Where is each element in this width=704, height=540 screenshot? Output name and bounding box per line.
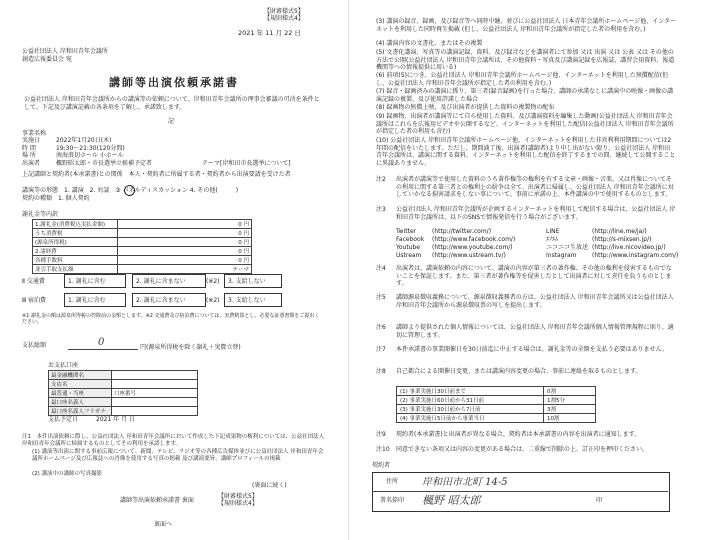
lodging-label: Ⅲ 宿泊費 bbox=[22, 297, 47, 304]
sns-name: Instagram bbox=[546, 252, 577, 259]
contract-line: 契約の種類 1. 個人契約 bbox=[22, 195, 90, 202]
contract-heading: 契約者 bbox=[372, 462, 391, 469]
event-value-performer: 楓野昭太郎・市長選挙立候補予定者 bbox=[56, 159, 153, 167]
cancel-value: 10割 bbox=[544, 414, 596, 423]
item-10: (10) 公益社団法人 岸和田青年会議所ホームページ他、インターネットを利用した非営利利用期間については2年間の配信をいたします。ただし、期間満了後、出演者(講師者)より申し出がない限り、公益社団法人 岸和田青年会議所は、講演に関する資料、インターネットを利用した配信を終了するまでの間、継続して公開することに異議ありません。 bbox=[376, 137, 676, 167]
note8-label: 注8 bbox=[376, 368, 386, 375]
table-row bbox=[33, 220, 252, 229]
item-6: (6) 前項(5)につき、公益社団法人 岸和田青年会議所ホームページ他、インターネットを利用した無償配信(但し、公益社団法人 岸和田青年会議所が指定した者の利用を含む。) bbox=[376, 72, 669, 87]
sns-name: LINE bbox=[546, 228, 560, 235]
table-row bbox=[397, 414, 596, 423]
fee-label: 各種手数料 bbox=[33, 256, 118, 265]
fee-value: 0 円 bbox=[118, 238, 252, 247]
signature-handwritten: 楓野 昭太郎 bbox=[422, 494, 481, 507]
fee-table bbox=[32, 219, 252, 274]
item-5: (5) 文書化講演、写真等の講演記録、資料、及び録音などを講演者にて参加 又は 出演 又は 公表 又は その他の方法で公開(公益社団法人 岸和田青年会議所は、その他資料・写真及び講演記録を広報誌、講習会用資料、報道機関等への情報提供に用いる) bbox=[376, 49, 675, 71]
selection-circle bbox=[124, 185, 135, 196]
address-handwritten: 岸和田市北町 14-5 bbox=[422, 477, 508, 488]
fee-value: 0 円 bbox=[118, 229, 252, 238]
bank-label: 最口座名義人 bbox=[49, 398, 112, 407]
transport-label: Ⅱ 交通費 bbox=[22, 278, 45, 285]
item-7: (7) 録音・録画済みの講演に係り、第三者(録音録画)を行った場合、講師の承諾なしに講演中の映像・画像の講演記録の複製、及び使用許諾した場合 bbox=[376, 88, 674, 103]
item-4: (4) 講演内容の文書化、またはその複製 bbox=[376, 40, 483, 47]
pay-total-note: 円(源泉所得税を除く謝礼＋実費立替) bbox=[140, 344, 241, 351]
event-label-date: 実施日 bbox=[22, 137, 41, 144]
cancel-label: (1) 事業実施日30日前まで bbox=[397, 387, 544, 396]
bank-value bbox=[112, 380, 198, 389]
note10-label: 注10 bbox=[376, 446, 390, 453]
table-row bbox=[49, 380, 198, 389]
bank-value: 口座番号 bbox=[112, 389, 198, 398]
note3-text: 公益社団法人 岸和田青年会議所が企画するインターネットを利用して配信する場合は、公益社団法人 岸和田青年会議所は、以下のSNSで情報発信を行う場合がございます。 bbox=[396, 206, 676, 221]
sns-url: (http://www.facebook.com/) bbox=[432, 236, 516, 243]
form-tag-line: 【規則様式4】 bbox=[218, 500, 258, 507]
pay-total-value: 0 bbox=[98, 337, 105, 348]
note5-text: 講師源泉徴収義務について、源泉徴収義務者の方は、公益社団法人 岸和田青年会議所又は公益社団法人 岸和田青年会議所から源泉徴収票の写しを提出します。 bbox=[396, 294, 674, 309]
address-label: 住所 bbox=[386, 478, 399, 485]
bank-value bbox=[112, 407, 198, 416]
event-heading: 事業名称 bbox=[22, 130, 47, 137]
sns-name: ｴﾌｴﾑ bbox=[546, 236, 559, 243]
cancel-value: 1割5分 bbox=[544, 396, 596, 405]
sign-label: 署名捺印 bbox=[380, 497, 405, 504]
sns-url: (http://www.instagram.com/) bbox=[592, 252, 679, 259]
ki-marker: 記 bbox=[168, 118, 175, 125]
table-row bbox=[49, 371, 198, 380]
lodging-opt-1: 1. 謝礼に含む bbox=[68, 297, 106, 304]
note2-label: 注2 bbox=[376, 176, 386, 183]
pay-total-label: 支払総額 bbox=[22, 342, 47, 349]
table-row bbox=[397, 396, 596, 405]
table-row bbox=[397, 405, 596, 414]
bank-label: 最金融機関名 bbox=[49, 371, 112, 380]
note10-text: 同意できない条項又は内容の変更がある場合は、二重線で削除の上、訂正印を押印ください。 bbox=[396, 446, 649, 453]
cancel-label: (3) 事業実施日30日前から7日前 bbox=[397, 405, 544, 414]
bank-label: 最口座名義人フリガナ bbox=[49, 407, 112, 416]
submission-date: 2021 年 11 月 22 日 bbox=[238, 29, 301, 37]
sns-url: (http://line.me/ja/) bbox=[592, 228, 647, 235]
footer-note-3: (2) 講演中の講師の写真撮影 bbox=[32, 471, 103, 477]
note6-text: 講師より提供された個人情報については、公益社団法人 岸和田青年会議所個人情報管理規程に則り、適切に管理します。 bbox=[396, 324, 674, 339]
page-fold bbox=[348, 0, 349, 540]
note7-text: 本件承諾書の事業開催日を30日前迄に中止する場合は、謝礼金等の全額を支払う必要はありません。 bbox=[396, 346, 668, 353]
note4-text: 出演者は、講演依頼の内容について、講演の内容が第三者の著作権、その他の権利を侵害するものでないことを保証します。また、第三者が著作権等を侵害したとして出演者に対して責任を負うものとします。 bbox=[396, 265, 672, 287]
footer-note-1: 注1 本件出演依頼に際し、公益社団法人 岸和田青年会議所において作成した下記成果物の権利については、公益社団法人 岸和田青年会議所に帰属するものとしてその利用を承諾します。 bbox=[22, 434, 325, 447]
item-8: (8) 録画物の無償上映、及び出演者が提供した資料の複製物の配布 bbox=[376, 104, 555, 111]
table-row bbox=[33, 247, 252, 256]
transport-opt-1: 1. 謝礼に含む bbox=[68, 278, 106, 285]
underline bbox=[68, 349, 138, 350]
event-value-time: 19:30～21:30(120分間) bbox=[56, 144, 125, 152]
fee-label: (源泉所得税) bbox=[33, 238, 118, 247]
lodging-opt-3: 3. 支給しない bbox=[228, 297, 266, 304]
bank-value bbox=[112, 371, 198, 380]
table-row bbox=[33, 265, 252, 274]
fee-value: 0 円 bbox=[118, 256, 252, 265]
cancel-fee-table bbox=[396, 386, 596, 423]
event-value-theme: テーマ[岸和田市長選挙について] bbox=[202, 159, 291, 167]
sns-name: Ustream bbox=[396, 252, 422, 259]
event-label-performer: 出演者 bbox=[22, 159, 41, 167]
intro-paragraph: 公益社団法人 岸和田青年会議所からの講演等の依頼について、岸和田青年会議所の理事会審議の可決を条件として、下記及び講演記載の各条項を了解し、承諾致します。 bbox=[24, 96, 320, 111]
continued-note: (裏面に続く) bbox=[252, 482, 287, 489]
sns-url: (http://twitter.com/) bbox=[432, 228, 492, 235]
item-9: (9) 録画物、出演者が講演等にて自ら使用した資料、及び講演資料を編集した動画(公益社団法人 岸和田青年会議所はこれらを広報用ビデオや公開するなど、インターネットを利用した配信(公益社団法人 岸和田青年会議所が指定した者の利用も含む) bbox=[376, 113, 674, 135]
addressee-committee: 創造広報委員会 宛 bbox=[22, 55, 72, 63]
fee-label: 並引手取支払額 bbox=[33, 265, 118, 274]
divider bbox=[372, 491, 668, 492]
lodging-note: (※2) bbox=[206, 297, 220, 304]
note7-label: 注7 bbox=[376, 346, 386, 353]
sns-name: Twitter bbox=[396, 228, 417, 235]
sns-name: Youtube bbox=[396, 244, 420, 251]
note9-label: 注9 bbox=[376, 431, 386, 438]
sns-name: ニコニコ生放送 bbox=[546, 244, 589, 251]
fee-heading: 謝礼金等内訳 bbox=[22, 211, 59, 218]
fee-value: 0 円 bbox=[118, 247, 252, 256]
transport-opt-3: 3. 支給しない bbox=[228, 278, 266, 285]
form-tag-line: 【規則様式4】 bbox=[264, 15, 304, 22]
fee-label: 1.謝礼金(消費税込実払金額) bbox=[33, 220, 118, 229]
table-row bbox=[33, 229, 252, 238]
event-label-place: 場 所 bbox=[22, 152, 36, 159]
cancel-label: (2) 事業実施日60日前から31日前 bbox=[397, 396, 544, 405]
form-tag-line: 【財審様式5】 bbox=[264, 8, 304, 15]
sns-url: (http://www.ustream.tv/) bbox=[432, 252, 506, 259]
transport-note: (※2) bbox=[206, 278, 220, 285]
footer-note-2: (1) 講演等出演に関する事前広報について、新聞、テレビ、ラジオ等の各種広告媒体並びに公益社団法人 岸和田青年会議所ホームページ及び広報誌への肖像を使用する写真の掲載 及び講演要旨、講師プロフィールの掲載 bbox=[32, 449, 324, 462]
note9-text: 契約者(本承諾書)と出演者が異なる場合、契約者は本承諾書の内容を出演者に通知します。 bbox=[396, 431, 641, 438]
addressee-org: 公益社団法人 岸和田青年会議所 bbox=[22, 48, 108, 55]
fee-label: 2.諸経費 bbox=[33, 247, 118, 256]
form-tag bbox=[264, 8, 304, 22]
fee-value: 0 円 bbox=[118, 220, 252, 229]
document-page-right bbox=[360, 6, 692, 534]
sns-url: (http://s-mixsen.jp/) bbox=[592, 236, 652, 243]
note3-label: 注3 bbox=[376, 206, 386, 213]
document-page-left bbox=[8, 6, 340, 534]
fee-value: テーマ bbox=[118, 265, 252, 274]
sns-url: (http://www.youtube.com/) bbox=[432, 244, 513, 251]
event-label-time: 時 間 bbox=[22, 144, 36, 152]
relation-line: 上記講師と契約者(本承諾書)との関係 本人・契約者に所属する者・契約者から出演要請を受けた者 bbox=[22, 171, 291, 178]
cancel-value: 0割 bbox=[544, 387, 596, 396]
note2-text: 出演者が講演等で使用した資料のうち著作権等の権利を有する文章・画像・音楽、又は肖像についてその利用に関する第三者との権利上の紛争は全て、出演者に帰属し、公益社団法人 岸和田青年会議所に対していかなる損害請求をしない事について、事前に承諾の上、本件講演の中で使用するものとします。 bbox=[396, 176, 674, 198]
signature-box bbox=[372, 472, 670, 512]
note4-label: 注4 bbox=[376, 265, 386, 272]
pay-date: 支払予定日 2021 年 月 日 bbox=[48, 416, 135, 423]
document-title: 講師等出演依頼承諾書 bbox=[109, 76, 239, 89]
event-value-date: 2022年1月20日(木) bbox=[56, 137, 112, 144]
item-3: (3) 講演の録音、録画、及び録音等へ同時中継、並びに公益社団法人 日本青年会議所ホームページ他、インターネットを利用した同時再生掲載 (但し、公益社団法人 岸和田青年会議所が指定した者の利用を含む。) bbox=[376, 18, 676, 33]
form-tag-line: 【財審様式5】 bbox=[218, 493, 258, 500]
event-value-place: 南海浪切ホール 小ホール bbox=[56, 152, 124, 159]
transport-opt-2: 2. 謝礼に含まない bbox=[136, 278, 186, 285]
addressee bbox=[22, 48, 108, 63]
sns-name: Facebook bbox=[396, 236, 425, 243]
table-row bbox=[49, 389, 198, 398]
note8-text: 自己都合による開催日変更、または講演内容変更の場合、事前に連絡を取るものとします。 bbox=[396, 368, 642, 375]
bank-label: 支店名 bbox=[49, 380, 112, 389]
table-row bbox=[33, 256, 252, 265]
bank-heading: お支払口座 bbox=[48, 362, 79, 369]
note5-label: 注5 bbox=[376, 294, 386, 301]
fee-label: うち消費税 bbox=[33, 229, 118, 238]
bank-value bbox=[112, 398, 198, 407]
back-page-tag: 講師等出演依頼承諾書 裏面 bbox=[120, 497, 194, 504]
cancel-value: 3割 bbox=[544, 405, 596, 414]
table-row bbox=[49, 407, 198, 416]
page-label: 裏面へ bbox=[154, 521, 173, 528]
bank-label: 最普通・当座 bbox=[49, 389, 112, 398]
type-line: 講演等の形態 1. 講演 2. 対談 ③ パネルディスカッション 4. その他( ) bbox=[22, 187, 239, 194]
table-row bbox=[49, 398, 198, 407]
table-row bbox=[397, 387, 596, 396]
cancel-label: (4) 事業実施日5日前から事業当日 bbox=[397, 414, 544, 423]
sns-url: (http://live.nicovideo.jp/) bbox=[592, 244, 666, 251]
seal-marker: 印 bbox=[596, 497, 603, 504]
bank-table bbox=[48, 370, 198, 416]
back-form-tag bbox=[218, 493, 258, 507]
lodging-opt-2: 2. 謝礼に含まない bbox=[136, 297, 186, 304]
fee-footnotes: ※1 謝礼金の額は源泉所得税の控除前の金額とします。※2 交通費及び宿泊費については、実費精算とし、必要な証憑書類をご提出ください。 bbox=[22, 313, 320, 325]
note6-label: 注6 bbox=[376, 324, 386, 331]
table-row bbox=[33, 238, 252, 247]
